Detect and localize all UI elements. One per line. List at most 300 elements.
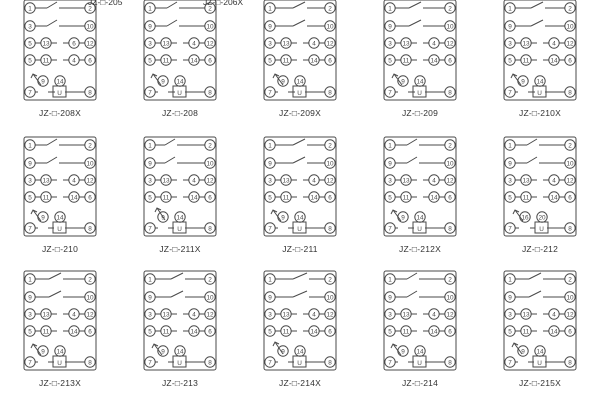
diagram-caption: JZ-□-211 <box>282 244 318 255</box>
svg-text:1: 1 <box>508 142 512 150</box>
diagram-caption: JZ-□-208X <box>39 108 81 118</box>
svg-text:6: 6 <box>448 327 452 335</box>
svg-text:8: 8 <box>328 358 332 366</box>
svg-text:U: U <box>537 90 542 97</box>
svg-text:11: 11 <box>162 327 170 335</box>
svg-text:10: 10 <box>326 293 334 301</box>
svg-text:4: 4 <box>312 310 316 318</box>
svg-text:3: 3 <box>508 177 512 185</box>
svg-text:9: 9 <box>388 293 392 301</box>
svg-text:4: 4 <box>552 310 556 318</box>
svg-text:14: 14 <box>56 78 64 86</box>
svg-text:8: 8 <box>568 225 572 233</box>
svg-text:6: 6 <box>88 194 92 202</box>
svg-text:3: 3 <box>148 177 152 185</box>
svg-text:14: 14 <box>416 347 424 355</box>
svg-text:7: 7 <box>28 89 32 97</box>
diagram-caption: JZ-□-209 <box>401 108 439 118</box>
svg-text:1: 1 <box>508 5 512 13</box>
svg-text:5: 5 <box>268 327 272 335</box>
svg-text:4: 4 <box>192 177 196 185</box>
svg-text:2: 2 <box>568 275 572 283</box>
svg-text:9: 9 <box>41 347 45 355</box>
svg-text:7: 7 <box>268 225 272 233</box>
svg-text:8: 8 <box>568 89 572 97</box>
relay-diagram <box>13 0 107 108</box>
svg-text:13: 13 <box>402 310 410 318</box>
svg-text:4: 4 <box>312 177 316 185</box>
svg-text:2: 2 <box>88 275 92 283</box>
wiring-svg <box>493 269 587 377</box>
diagram-cell-205 <box>0 0 123 133</box>
svg-text:6: 6 <box>448 194 452 202</box>
svg-text:2: 2 <box>208 275 212 283</box>
svg-text:9: 9 <box>281 347 285 355</box>
diagram-caption: JZ-□-212 <box>521 244 559 255</box>
svg-text:7: 7 <box>388 225 392 233</box>
svg-text:12: 12 <box>566 40 574 48</box>
svg-text:13: 13 <box>522 40 530 48</box>
svg-text:5: 5 <box>268 194 272 202</box>
diagram-caption: JZ-□-210X <box>519 108 561 118</box>
svg-text:6: 6 <box>208 194 212 202</box>
svg-text:10: 10 <box>566 293 574 301</box>
svg-text:8: 8 <box>328 89 332 97</box>
diagram-cell-214x <box>240 267 360 400</box>
svg-text:12: 12 <box>86 177 94 185</box>
svg-text:U: U <box>539 226 544 234</box>
diagram-caption: JZ-□-212X <box>399 244 441 255</box>
svg-text:6: 6 <box>72 40 76 48</box>
svg-text:7: 7 <box>28 358 32 366</box>
svg-text:8: 8 <box>448 89 452 97</box>
svg-text:8: 8 <box>208 89 212 97</box>
svg-text:2: 2 <box>88 5 92 13</box>
wiring-svg <box>133 0 227 108</box>
svg-text:1: 1 <box>28 142 32 150</box>
svg-text:12: 12 <box>206 40 214 48</box>
svg-text:3: 3 <box>268 177 272 185</box>
svg-text:4: 4 <box>432 177 436 185</box>
wiring-svg <box>373 0 467 108</box>
svg-text:8: 8 <box>328 225 332 233</box>
svg-text:14: 14 <box>550 327 558 335</box>
relay-diagram <box>133 0 227 108</box>
svg-text:13: 13 <box>522 310 530 318</box>
svg-text:2: 2 <box>208 5 212 13</box>
svg-text:14: 14 <box>296 214 304 222</box>
svg-text:2: 2 <box>448 5 452 13</box>
relay-diagram <box>493 135 587 243</box>
svg-text:2: 2 <box>568 142 572 150</box>
svg-text:9: 9 <box>268 23 272 31</box>
svg-text:7: 7 <box>148 89 152 97</box>
svg-text:U: U <box>57 226 62 234</box>
diagram-caption: JZ-□-209X <box>279 108 321 118</box>
svg-text:3: 3 <box>388 177 392 185</box>
svg-text:3: 3 <box>28 177 32 185</box>
relay-diagram <box>253 269 347 377</box>
svg-text:10: 10 <box>446 23 454 31</box>
svg-text:14: 14 <box>56 347 64 355</box>
svg-text:5: 5 <box>148 57 152 65</box>
svg-text:14: 14 <box>70 327 78 335</box>
svg-text:U: U <box>417 359 422 367</box>
svg-text:7: 7 <box>268 358 272 366</box>
svg-text:U: U <box>177 90 182 97</box>
svg-text:11: 11 <box>282 327 290 335</box>
caption-partial-205: JZ-□-205 <box>88 0 123 7</box>
svg-text:12: 12 <box>566 310 574 318</box>
wiring-svg <box>13 269 107 377</box>
relay-diagram <box>133 269 227 377</box>
svg-text:5: 5 <box>508 327 512 335</box>
svg-text:7: 7 <box>28 225 32 233</box>
svg-text:14: 14 <box>416 214 424 222</box>
svg-text:7: 7 <box>508 89 512 97</box>
caption-partial-206x: JZ-□-206X <box>203 0 244 7</box>
svg-text:14: 14 <box>70 194 78 202</box>
svg-text:9: 9 <box>401 214 405 222</box>
wiring-svg <box>493 0 587 108</box>
diagram-caption: JZ-□-213X <box>39 377 81 388</box>
svg-text:5: 5 <box>508 57 512 65</box>
svg-text:14: 14 <box>190 57 198 65</box>
svg-text:11: 11 <box>402 57 410 65</box>
svg-text:10: 10 <box>446 160 454 168</box>
diagram-cell-215x <box>480 267 600 400</box>
wiring-svg <box>373 135 467 243</box>
svg-text:5: 5 <box>28 40 32 48</box>
svg-text:7: 7 <box>508 358 512 366</box>
svg-text:6: 6 <box>568 57 572 65</box>
svg-text:11: 11 <box>42 327 50 335</box>
svg-text:6: 6 <box>328 194 332 202</box>
diagram-cell-209-top <box>360 0 480 133</box>
svg-text:3: 3 <box>508 40 512 48</box>
svg-text:6: 6 <box>448 57 452 65</box>
svg-text:9: 9 <box>268 293 272 301</box>
svg-text:3: 3 <box>28 23 32 31</box>
svg-text:14: 14 <box>56 214 64 222</box>
svg-text:4: 4 <box>192 40 196 48</box>
svg-text:5: 5 <box>268 57 272 65</box>
svg-text:14: 14 <box>430 57 438 65</box>
svg-text:14: 14 <box>296 347 304 355</box>
svg-text:9: 9 <box>281 214 285 222</box>
relay-diagram <box>253 0 347 108</box>
svg-text:9: 9 <box>41 214 45 222</box>
svg-text:1: 1 <box>268 275 272 283</box>
svg-text:13: 13 <box>282 177 290 185</box>
svg-text:2: 2 <box>328 275 332 283</box>
svg-text:8: 8 <box>208 358 212 366</box>
svg-text:U: U <box>57 90 62 97</box>
svg-text:13: 13 <box>402 40 410 48</box>
svg-text:12: 12 <box>86 40 94 48</box>
svg-text:3: 3 <box>148 310 152 318</box>
svg-text:9: 9 <box>148 23 152 31</box>
svg-text:13: 13 <box>42 310 50 318</box>
relay-diagram <box>493 269 587 377</box>
svg-text:9: 9 <box>41 78 45 86</box>
svg-text:11: 11 <box>522 327 530 335</box>
svg-text:9: 9 <box>388 23 392 31</box>
svg-text:10: 10 <box>566 160 574 168</box>
svg-text:4: 4 <box>72 177 76 185</box>
wiring-svg <box>493 135 587 243</box>
svg-text:12: 12 <box>206 310 214 318</box>
svg-text:14: 14 <box>176 214 184 222</box>
svg-text:12: 12 <box>326 310 334 318</box>
diagram-caption: JZ-□-213 <box>161 377 199 388</box>
svg-text:5: 5 <box>148 194 152 202</box>
diagram-caption: JZ-□-215X <box>519 377 561 388</box>
svg-text:U: U <box>297 90 302 97</box>
svg-text:14: 14 <box>550 57 558 65</box>
svg-text:13: 13 <box>42 177 50 185</box>
svg-text:9: 9 <box>521 347 525 355</box>
svg-text:11: 11 <box>282 194 290 202</box>
svg-text:12: 12 <box>566 177 574 185</box>
svg-text:9: 9 <box>161 214 165 222</box>
svg-text:3: 3 <box>388 310 392 318</box>
svg-text:14: 14 <box>430 327 438 335</box>
svg-text:13: 13 <box>162 310 170 318</box>
svg-text:14: 14 <box>310 327 318 335</box>
svg-text:1: 1 <box>268 142 272 150</box>
svg-text:10: 10 <box>206 160 214 168</box>
svg-text:12: 12 <box>206 177 214 185</box>
wiring-svg <box>253 135 347 243</box>
svg-text:6: 6 <box>328 57 332 65</box>
svg-text:14: 14 <box>536 78 544 86</box>
svg-text:9: 9 <box>401 78 405 86</box>
svg-text:1: 1 <box>388 142 392 150</box>
svg-text:3: 3 <box>148 40 152 48</box>
svg-text:2: 2 <box>328 142 332 150</box>
svg-text:10: 10 <box>86 160 94 168</box>
svg-text:4: 4 <box>432 40 436 48</box>
svg-text:4: 4 <box>192 310 196 318</box>
svg-text:4: 4 <box>72 57 76 65</box>
svg-text:13: 13 <box>282 40 290 48</box>
svg-text:8: 8 <box>568 358 572 366</box>
svg-text:2: 2 <box>328 5 332 13</box>
relay-diagram <box>373 135 467 243</box>
svg-text:6: 6 <box>568 327 572 335</box>
svg-text:14: 14 <box>176 78 184 86</box>
diagram-cell-210 <box>0 133 120 266</box>
svg-text:12: 12 <box>86 310 94 318</box>
svg-text:10: 10 <box>86 23 94 31</box>
svg-text:12: 12 <box>446 40 454 48</box>
svg-text:2: 2 <box>88 142 92 150</box>
svg-text:14: 14 <box>310 194 318 202</box>
svg-text:1: 1 <box>148 142 152 150</box>
svg-text:10: 10 <box>206 293 214 301</box>
svg-text:14: 14 <box>190 194 198 202</box>
svg-text:9: 9 <box>268 160 272 168</box>
svg-text:11: 11 <box>522 57 530 65</box>
svg-text:9: 9 <box>508 23 512 31</box>
svg-text:4: 4 <box>552 40 556 48</box>
svg-text:5: 5 <box>28 327 32 335</box>
svg-text:10: 10 <box>326 160 334 168</box>
svg-text:9: 9 <box>148 293 152 301</box>
svg-text:7: 7 <box>268 89 272 97</box>
svg-text:13: 13 <box>522 177 530 185</box>
svg-text:9: 9 <box>28 293 32 301</box>
svg-text:11: 11 <box>162 57 170 65</box>
svg-text:9: 9 <box>508 160 512 168</box>
svg-text:8: 8 <box>88 225 92 233</box>
svg-text:7: 7 <box>508 225 512 233</box>
svg-text:11: 11 <box>42 57 50 65</box>
diagram-caption: JZ-□-214X <box>279 377 321 388</box>
svg-text:8: 8 <box>88 358 92 366</box>
diagram-cell-206x <box>120 0 240 133</box>
svg-text:3: 3 <box>388 40 392 48</box>
svg-text:13: 13 <box>42 40 50 48</box>
svg-text:4: 4 <box>552 177 556 185</box>
svg-text:11: 11 <box>522 194 530 202</box>
svg-text:8: 8 <box>208 225 212 233</box>
svg-text:5: 5 <box>508 194 512 202</box>
svg-text:7: 7 <box>388 358 392 366</box>
wiring-svg <box>13 0 107 108</box>
svg-text:10: 10 <box>446 293 454 301</box>
svg-text:1: 1 <box>508 275 512 283</box>
relay-diagram <box>13 269 107 377</box>
svg-text:6: 6 <box>88 327 92 335</box>
svg-text:5: 5 <box>388 327 392 335</box>
svg-text:6: 6 <box>208 57 212 65</box>
svg-text:9: 9 <box>148 160 152 168</box>
svg-text:U: U <box>57 359 62 367</box>
diagram-cell-213x <box>0 267 120 400</box>
svg-text:9: 9 <box>28 160 32 168</box>
svg-text:3: 3 <box>508 310 512 318</box>
svg-text:U: U <box>417 226 422 234</box>
relay-diagram <box>493 0 587 108</box>
svg-text:4: 4 <box>72 310 76 318</box>
svg-text:8: 8 <box>448 225 452 233</box>
diagram-cell-209x-top <box>240 0 360 133</box>
svg-text:4: 4 <box>312 40 316 48</box>
svg-text:9: 9 <box>401 347 405 355</box>
svg-text:13: 13 <box>402 177 410 185</box>
svg-text:9: 9 <box>281 78 285 86</box>
svg-text:7: 7 <box>388 89 392 97</box>
svg-text:14: 14 <box>310 57 318 65</box>
diagram-cell-210x-top <box>480 0 600 133</box>
svg-text:14: 14 <box>296 78 304 86</box>
svg-text:U: U <box>177 359 182 367</box>
diagram-caption: JZ-□-210 <box>41 244 79 255</box>
svg-text:1: 1 <box>28 5 32 13</box>
svg-text:1: 1 <box>148 275 152 283</box>
wiring-svg <box>133 135 227 243</box>
svg-text:7: 7 <box>148 225 152 233</box>
svg-text:5: 5 <box>28 194 32 202</box>
svg-text:10: 10 <box>206 23 214 31</box>
svg-text:U: U <box>177 226 182 234</box>
svg-text:2: 2 <box>448 275 452 283</box>
svg-text:16: 16 <box>521 214 529 222</box>
svg-text:12: 12 <box>326 40 334 48</box>
svg-text:1: 1 <box>28 275 32 283</box>
diagram-caption: JZ-□-208 <box>161 108 199 118</box>
svg-text:13: 13 <box>162 40 170 48</box>
svg-text:3: 3 <box>268 40 272 48</box>
svg-text:8: 8 <box>88 89 92 97</box>
svg-text:3: 3 <box>268 310 272 318</box>
svg-text:9: 9 <box>508 293 512 301</box>
svg-text:10: 10 <box>326 23 334 31</box>
svg-text:13: 13 <box>162 177 170 185</box>
svg-text:9: 9 <box>161 78 165 86</box>
svg-text:5: 5 <box>388 57 392 65</box>
wiring-svg <box>373 269 467 377</box>
svg-text:5: 5 <box>148 327 152 335</box>
svg-text:6: 6 <box>208 327 212 335</box>
svg-text:5: 5 <box>388 194 392 202</box>
svg-text:11: 11 <box>42 194 50 202</box>
relay-diagram <box>133 135 227 243</box>
svg-text:11: 11 <box>282 57 290 65</box>
wiring-svg <box>133 269 227 377</box>
wiring-svg <box>13 135 107 243</box>
svg-text:13: 13 <box>282 310 290 318</box>
diagram-cell-213 <box>120 267 240 400</box>
svg-text:9: 9 <box>388 160 392 168</box>
svg-text:11: 11 <box>162 194 170 202</box>
diagram-cell-212x <box>360 133 480 266</box>
svg-text:6: 6 <box>568 194 572 202</box>
svg-text:12: 12 <box>446 177 454 185</box>
diagram-caption: JZ-□-214 <box>401 377 439 388</box>
svg-text:5: 5 <box>28 57 32 65</box>
svg-text:3: 3 <box>28 310 32 318</box>
svg-text:14: 14 <box>536 347 544 355</box>
svg-text:7: 7 <box>148 358 152 366</box>
relay-diagram <box>373 0 467 108</box>
diagram-caption: JZ-□-211X <box>159 244 201 255</box>
wiring-svg <box>253 0 347 108</box>
svg-text:2: 2 <box>448 142 452 150</box>
svg-text:U: U <box>297 226 302 234</box>
svg-text:14: 14 <box>550 194 558 202</box>
svg-text:9: 9 <box>161 347 165 355</box>
relay-diagram <box>13 135 107 243</box>
relay-diagram <box>253 135 347 243</box>
svg-text:1: 1 <box>268 5 272 13</box>
svg-text:U: U <box>417 90 422 97</box>
svg-text:10: 10 <box>566 23 574 31</box>
svg-text:14: 14 <box>416 78 424 86</box>
svg-text:1: 1 <box>388 275 392 283</box>
svg-text:U: U <box>297 359 302 367</box>
svg-text:4: 4 <box>432 310 436 318</box>
svg-text:1: 1 <box>148 5 152 13</box>
svg-text:12: 12 <box>446 310 454 318</box>
diagram-cell-212 <box>480 133 600 266</box>
relay-diagram <box>373 269 467 377</box>
svg-text:14: 14 <box>176 347 184 355</box>
svg-text:8: 8 <box>448 358 452 366</box>
svg-text:10: 10 <box>86 293 94 301</box>
